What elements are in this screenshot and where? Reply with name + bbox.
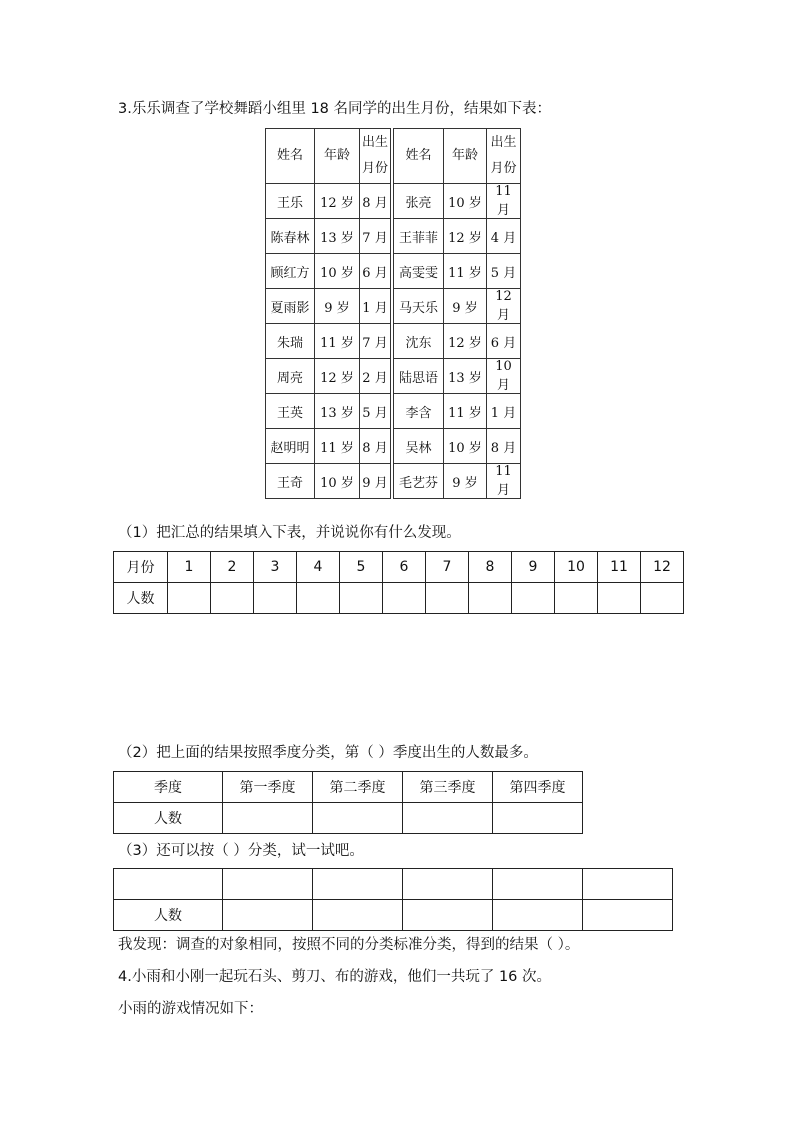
survey-cell: 10 岁 <box>444 429 487 464</box>
part-1-instruction: （1）把汇总的结果填入下表，并说说你有什么发现。 <box>118 525 461 541</box>
finding-sentence: 我发现：调查的对象相同，按照不同的分类标准分类，得到的结果（ ）。 <box>118 937 580 953</box>
table-row <box>266 289 521 324</box>
survey-cell: 11 月 <box>487 184 521 219</box>
survey-cell: 高雯雯 <box>392 254 444 289</box>
custom-count-label: 人数 <box>114 900 223 931</box>
season-4: 第四季度 <box>493 772 583 803</box>
survey-cell: 赵明明 <box>266 429 315 464</box>
count-cell[interactable] <box>340 583 383 614</box>
survey-cell: 13 岁 <box>315 394 360 429</box>
survey-cell: 11 岁 <box>444 254 487 289</box>
survey-header-cell: 姓名 <box>266 129 315 184</box>
survey-cell: 吴林 <box>392 429 444 464</box>
count-cell[interactable] <box>641 583 684 614</box>
survey-header-cell: 出生 月份 <box>360 129 393 184</box>
survey-header-cell: 年龄 <box>315 129 360 184</box>
count-cell[interactable] <box>469 583 512 614</box>
survey-cell: 1 月 <box>360 289 393 324</box>
season-count-cell[interactable] <box>493 803 583 834</box>
part-2-instruction: （2）把上面的结果按照季度分类，第（ ）季度出生的人数最多。 <box>118 745 538 761</box>
count-cell[interactable] <box>297 583 340 614</box>
month-10: 10 <box>555 552 598 583</box>
survey-cell: 8 月 <box>360 429 393 464</box>
month-summary-table <box>113 551 684 614</box>
season-header-label: 季度 <box>114 772 223 803</box>
part-3-instruction: （3）还可以按（ ）分类，试一试吧。 <box>118 843 364 859</box>
survey-cell: 12 岁 <box>315 359 360 394</box>
month-5: 5 <box>340 552 383 583</box>
month-11: 11 <box>598 552 641 583</box>
survey-cell: 12 岁 <box>444 324 487 359</box>
survey-cell: 10 岁 <box>315 464 360 499</box>
survey-cell: 10 岁 <box>444 184 487 219</box>
survey-cell: 陈春林 <box>266 219 315 254</box>
survey-cell: 9 岁 <box>315 289 360 324</box>
survey-cell: 11 岁 <box>315 324 360 359</box>
survey-cell: 沈东 <box>392 324 444 359</box>
survey-header-cell: 年龄 <box>444 129 487 184</box>
count-cell[interactable] <box>254 583 297 614</box>
survey-cell: 王奇 <box>266 464 315 499</box>
survey-cell: 8 月 <box>487 429 521 464</box>
month-1: 1 <box>168 552 211 583</box>
month-7: 7 <box>426 552 469 583</box>
survey-cell: 顾红方 <box>266 254 315 289</box>
survey-cell: 13 岁 <box>315 219 360 254</box>
month-12: 12 <box>641 552 684 583</box>
count-cell[interactable] <box>383 583 426 614</box>
custom-category-cell[interactable] <box>403 869 493 900</box>
survey-header-cell: 姓名 <box>392 129 444 184</box>
survey-cell: 陆思语 <box>392 359 444 394</box>
table-row <box>266 254 521 289</box>
month-4: 4 <box>297 552 340 583</box>
count-row-label: 人数 <box>114 583 168 614</box>
question-3-intro: 3.乐乐调查了学校舞蹈小组里 18 名同学的出生月份，结果如下表： <box>118 101 552 117</box>
survey-cell: 6 月 <box>360 254 393 289</box>
birth-month-survey-table <box>265 128 521 499</box>
custom-category-table <box>113 868 673 931</box>
question-4-intro: 4.小雨和小刚一起玩石头、剪刀、布的游戏，他们一共玩了 16 次。 <box>118 969 552 985</box>
month-8: 8 <box>469 552 512 583</box>
survey-cell: 王菲菲 <box>392 219 444 254</box>
survey-cell: 12 月 <box>487 289 521 324</box>
survey-cell: 朱瑞 <box>266 324 315 359</box>
season-1: 第一季度 <box>223 772 313 803</box>
custom-category-cell[interactable] <box>583 869 673 900</box>
survey-cell: 2 月 <box>360 359 393 394</box>
survey-cell: 7 月 <box>360 219 393 254</box>
survey-header-cell: 出生 月份 <box>487 129 521 184</box>
season-count-cell[interactable] <box>313 803 403 834</box>
survey-cell: 张亮 <box>392 184 444 219</box>
survey-cell: 11 月 <box>487 464 521 499</box>
survey-cell: 夏雨影 <box>266 289 315 324</box>
month-2: 2 <box>211 552 254 583</box>
survey-cell: 李含 <box>392 394 444 429</box>
survey-cell: 8 月 <box>360 184 393 219</box>
table-row <box>266 429 521 464</box>
table-row <box>266 464 521 499</box>
survey-cell: 12 岁 <box>444 219 487 254</box>
month-3: 3 <box>254 552 297 583</box>
table-row <box>266 184 521 219</box>
survey-cell: 9 岁 <box>444 289 487 324</box>
survey-cell: 13 岁 <box>444 359 487 394</box>
count-cell[interactable] <box>555 583 598 614</box>
survey-cell: 10 岁 <box>315 254 360 289</box>
table-row <box>266 394 521 429</box>
survey-cell: 7 月 <box>360 324 393 359</box>
survey-cell: 马天乐 <box>392 289 444 324</box>
custom-count-cell[interactable] <box>493 900 583 931</box>
month-6: 6 <box>383 552 426 583</box>
season-summary-table <box>113 771 583 834</box>
count-cell[interactable] <box>512 583 555 614</box>
month-header-label: 月份 <box>114 552 168 583</box>
custom-count-cell[interactable] <box>223 900 313 931</box>
survey-cell: 王英 <box>266 394 315 429</box>
custom-category-cell[interactable] <box>493 869 583 900</box>
season-count-cell[interactable] <box>223 803 313 834</box>
count-cell[interactable] <box>168 583 211 614</box>
custom-count-cell[interactable] <box>403 900 493 931</box>
survey-cell: 毛艺芬 <box>392 464 444 499</box>
table-row <box>266 359 521 394</box>
survey-cell: 6 月 <box>487 324 521 359</box>
season-count-cell[interactable] <box>403 803 493 834</box>
count-cell[interactable] <box>426 583 469 614</box>
survey-cell: 周亮 <box>266 359 315 394</box>
survey-cell: 5 月 <box>487 254 521 289</box>
question-4-subtitle: 小雨的游戏情况如下： <box>118 1001 263 1017</box>
season-count-label: 人数 <box>114 803 223 834</box>
survey-cell: 9 月 <box>360 464 393 499</box>
survey-cell: 5 月 <box>360 394 393 429</box>
survey-cell: 11 岁 <box>444 394 487 429</box>
table-row <box>266 219 521 254</box>
survey-cell: 10 月 <box>487 359 521 394</box>
season-3: 第三季度 <box>403 772 493 803</box>
custom-category-cell[interactable] <box>223 869 313 900</box>
survey-cell: 1 月 <box>487 394 521 429</box>
season-2: 第二季度 <box>313 772 403 803</box>
custom-category-cell[interactable] <box>313 869 403 900</box>
survey-cell: 12 岁 <box>315 184 360 219</box>
count-cell[interactable] <box>598 583 641 614</box>
survey-cell: 9 岁 <box>444 464 487 499</box>
survey-cell: 王乐 <box>266 184 315 219</box>
custom-count-cell[interactable] <box>313 900 403 931</box>
month-9: 9 <box>512 552 555 583</box>
survey-cell: 4 月 <box>487 219 521 254</box>
custom-category-cell[interactable] <box>114 869 223 900</box>
survey-cell: 11 岁 <box>315 429 360 464</box>
table-row <box>266 324 521 359</box>
count-cell[interactable] <box>211 583 254 614</box>
custom-count-cell[interactable] <box>583 900 673 931</box>
